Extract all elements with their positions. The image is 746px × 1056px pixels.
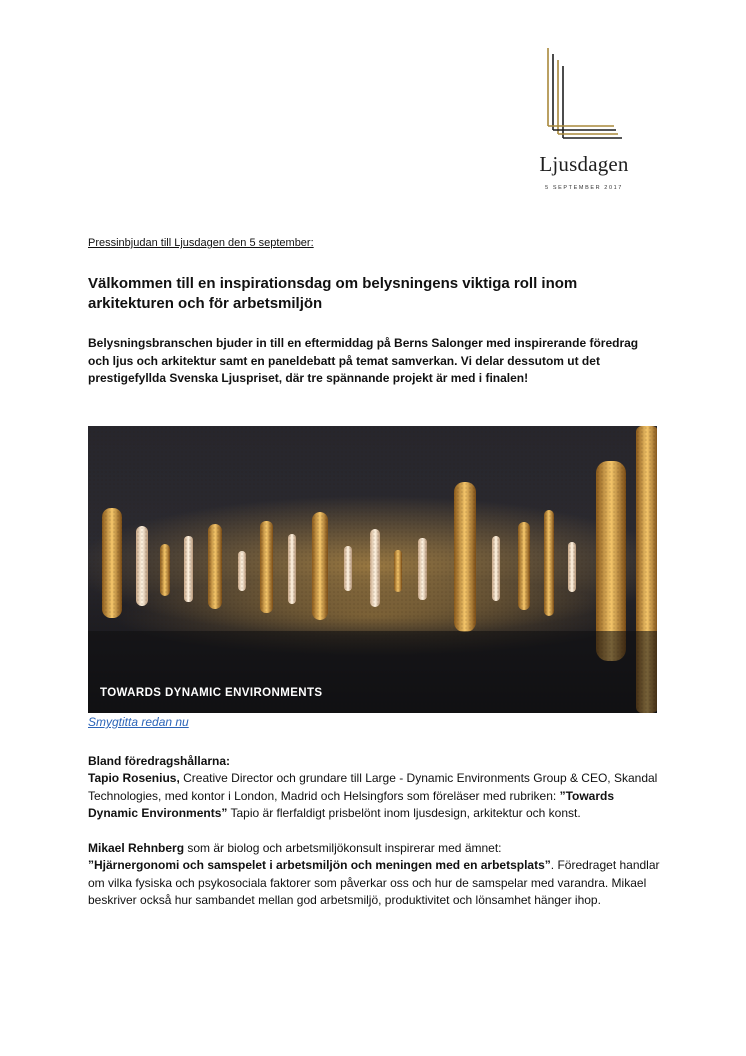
talk-title: ”Towards Dynamic Environments” xyxy=(88,788,615,821)
hero-video-thumbnail[interactable] xyxy=(88,426,657,713)
lead-paragraph: Belysningsbranschen bjuder in till en eftermiddag på Berns Salonger med inspirerande föredrag och ljus och arkitektur samt en paneldebatt på temat samverkan. Vi delar dessutom ut det prestigefyllda Svenska Ljuspriset, där tre spännande projekt är med i finalen! xyxy=(88,336,639,385)
preview-video-link[interactable]: Smygtitta redan nu xyxy=(88,715,189,729)
ljusdagen-l-icon xyxy=(544,44,624,144)
page-title: Välkommen till en inspirationsdag om belysningens viktiga roll inom arkitekturen och för arbetsmiljön xyxy=(88,275,578,312)
logo-wordmark: Ljusdagen xyxy=(539,152,629,176)
talk-title: ”Hjärnergonomi och samspelet i arbetsmiljön och meningen med en arbetsplats” xyxy=(88,858,551,873)
speaker-name: Tapio Rosenius, xyxy=(88,771,180,786)
speakers-section xyxy=(88,753,660,910)
speaker-name: Mikael Rehnberg xyxy=(88,841,185,856)
speaker-tapio-paragraph: Tapio Rosenius, Creative Director och grundare till Large - Dynamic Environments Group & CEO, Skandal Technologies, med kontor i London, Madrid och Helsingfors som föreläser med rubriken: ”Towards Dynamic Environments” Tapio är flerfaldigt prisbelönt inom ljusdesign, arkitektur och konst. xyxy=(88,771,658,821)
press-invite-line: Pressinbjudan till Ljusdagen den 5 september: xyxy=(88,237,314,249)
speaker-mikael-paragraph: Mikael Rehnberg som är biolog och arbetsmiljökonsult inspirerar med ämnet: ”Hjärnergonomi och samspelet i arbetsmiljön och meningen med en arbetsplats”. Föredraget handlar om vilka fysiska och psykosociala faktorer som påverkar oss och hur de samspelar med varandra. Mikael beskriver också hur sambandet mellan god arbetsmiljö, produktivitet och lönsamhet hänger ihop. xyxy=(88,841,660,908)
hero-caption: TOWARDS DYNAMIC ENVIRONMENTS xyxy=(100,687,323,699)
logo-date: 5 SEPTEMBER 2017 xyxy=(545,185,623,191)
speakers-heading: Bland föredragshållarna: xyxy=(88,754,231,768)
light-columns-illustration xyxy=(88,426,657,713)
ljusdagen-logo xyxy=(524,44,644,204)
